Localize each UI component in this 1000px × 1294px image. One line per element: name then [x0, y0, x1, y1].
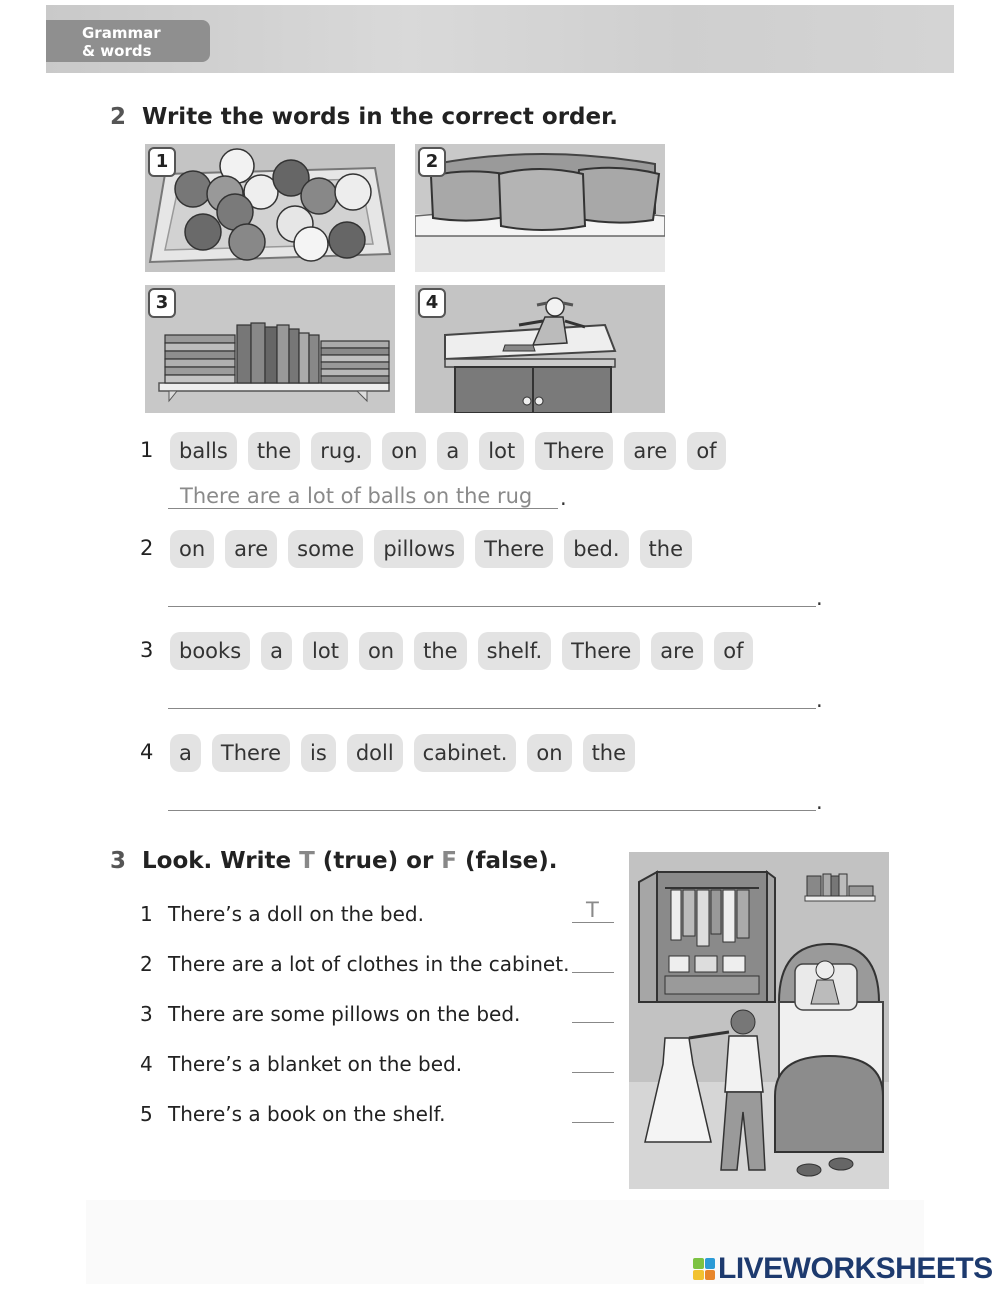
word-chip[interactable]: are	[624, 432, 676, 470]
row-1-word-chips	[170, 432, 726, 470]
row-2-answer-field[interactable]	[168, 582, 816, 607]
statement-1-text: There’s a doll on the bed.	[168, 902, 424, 926]
row-1-answer: There are a lot of balls on the rug	[180, 484, 533, 508]
picture-number: 4	[418, 288, 446, 318]
word-chip[interactable]: a	[437, 432, 468, 470]
statement-4-number: 4	[140, 1052, 153, 1076]
statement-1-number: 1	[140, 902, 153, 926]
statement-4-answer-field[interactable]	[572, 1050, 614, 1073]
row-2-period: .	[816, 586, 823, 610]
word-chip[interactable]: the	[414, 632, 466, 670]
picture-balls-on-rug	[145, 144, 395, 272]
row-3-number: 3	[140, 638, 154, 662]
statement-3-text: There are some pillows on the bed.	[168, 1002, 521, 1026]
word-chip[interactable]: books	[170, 632, 250, 670]
row-3-word-chips	[170, 632, 753, 670]
row-4-period: .	[816, 790, 823, 814]
word-chip[interactable]: a	[261, 632, 292, 670]
word-chip[interactable]: balls	[170, 432, 237, 470]
header-line-2: & words	[82, 42, 152, 60]
word-chip[interactable]: on	[359, 632, 403, 670]
row-4-word-chips	[170, 734, 635, 772]
header-line-1: Grammar	[82, 24, 161, 42]
statement-5-text: There’s a book on the shelf.	[168, 1102, 446, 1126]
section-2-title: Write the words in the correct order.	[142, 104, 618, 130]
picture-doll-on-cabinet	[415, 285, 665, 413]
word-chip[interactable]: pillows	[374, 530, 464, 568]
picture-number: 2	[418, 147, 446, 177]
section-3-number: 3	[110, 848, 127, 874]
word-chip[interactable]: on	[527, 734, 571, 772]
word-chip[interactable]: on	[382, 432, 426, 470]
row-3-period: .	[816, 688, 823, 712]
word-chip[interactable]: the	[640, 530, 692, 568]
picture-pillows-on-bed	[415, 144, 665, 272]
word-chip[interactable]: shelf.	[478, 632, 552, 670]
picture-books-on-shelf	[145, 285, 395, 413]
word-chip[interactable]: a	[170, 734, 201, 772]
statement-2-number: 2	[140, 952, 153, 976]
picture-bedroom	[629, 852, 889, 1189]
logo-mark-icon	[693, 1258, 715, 1280]
row-4-number: 4	[140, 740, 154, 764]
false-word: (false).	[457, 848, 558, 874]
row-1-answer-field[interactable]	[168, 486, 558, 509]
word-chip[interactable]: There	[562, 632, 640, 670]
row-4-answer-field[interactable]	[168, 786, 816, 811]
false-letter: F	[441, 848, 458, 874]
word-chip[interactable]: lot	[303, 632, 348, 670]
picture-number: 1	[148, 147, 176, 177]
word-chip[interactable]: of	[714, 632, 752, 670]
word-chip[interactable]: some	[288, 530, 363, 568]
statement-1-answer-field[interactable]	[572, 900, 614, 923]
row-1-number: 1	[140, 438, 154, 462]
section-2-number: 2	[110, 104, 127, 130]
title-text: Look. Write	[142, 848, 300, 874]
true-letter: T	[299, 848, 315, 874]
statement-5-number: 5	[140, 1102, 153, 1126]
word-chip[interactable]: on	[170, 530, 214, 568]
word-chip[interactable]: There	[535, 432, 613, 470]
word-chip[interactable]: There	[212, 734, 290, 772]
word-chip[interactable]: cabinet.	[414, 734, 517, 772]
liveworksheets-logo[interactable]	[693, 1252, 993, 1286]
row-1-period: .	[560, 486, 567, 510]
section-3-title	[142, 848, 557, 874]
word-chip[interactable]: the	[248, 432, 300, 470]
word-chip[interactable]: There	[475, 530, 553, 568]
true-word: (true) or	[314, 848, 442, 874]
statement-2-text: There are a lot of clothes in the cabinet.	[168, 952, 570, 976]
word-chip[interactable]: lot	[479, 432, 524, 470]
logo-text: LIVEWORKSHEETS	[718, 1252, 993, 1285]
row-2-word-chips	[170, 530, 692, 568]
statement-5-answer-field[interactable]	[572, 1100, 614, 1123]
word-chip[interactable]: are	[651, 632, 703, 670]
row-2-number: 2	[140, 536, 154, 560]
statement-1-answer: T	[586, 898, 599, 922]
picture-number: 3	[148, 288, 176, 318]
word-chip[interactable]: of	[687, 432, 725, 470]
word-chip[interactable]: rug.	[311, 432, 371, 470]
row-3-answer-field[interactable]	[168, 684, 816, 709]
word-chip[interactable]: the	[583, 734, 635, 772]
word-chip[interactable]: are	[225, 530, 277, 568]
statement-4-text: There’s a blanket on the bed.	[168, 1052, 463, 1076]
header-title	[82, 24, 161, 60]
statement-3-answer-field[interactable]	[572, 1000, 614, 1023]
statement-2-answer-field[interactable]	[572, 950, 614, 973]
word-chip[interactable]: bed.	[564, 530, 628, 568]
statement-3-number: 3	[140, 1002, 153, 1026]
word-chip[interactable]: is	[301, 734, 336, 772]
word-chip[interactable]: doll	[347, 734, 403, 772]
